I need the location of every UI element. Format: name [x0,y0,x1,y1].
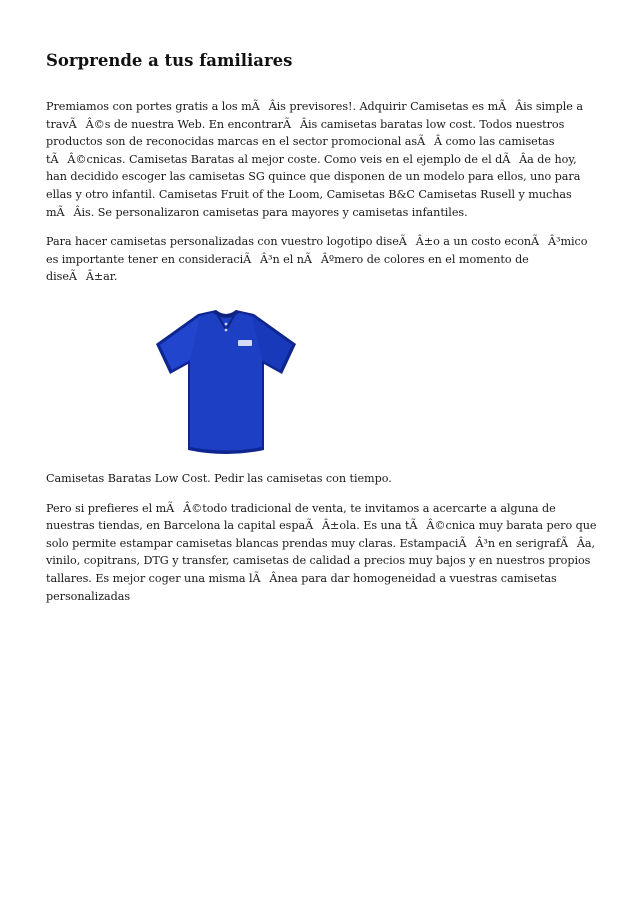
polo-shirt-icon [146,300,306,460]
article-title: Sorprende a tus familiares [46,51,293,70]
paragraph-stores: Pero si prefieres el mÃÂ©todo tradicional de venta, te invitamos a acercarte a alguna de nuestras tiendas, en Barcelona la capital espaÃÂ±ola. Es una tÃÂ©cnica muy barata pero que solo permite estampar camisetas blancas prendas muy claras. EstampaciÃÂ³n en serigrafÃÂa, vinilo, copitrans, DTG y transfer, camisetas de calidad a precios muy bajos y en nuestros propios tallares. Es mejor coger una misma lÃÂnea para dar homogeneidad a vuestras camisetas personalizadas [46,501,597,603]
paragraph-intro: Premiamos con portes gratis a los mÃÂis previsores!. Adquirir Camisetas es mÃÂis simple a travÃÂ©s de nuestra Web. En encontrarÃÂis camisetas baratas low cost. Todos nuestros productos son de reconocidas marcas en el sector promocional asÃÂ como las camisetas tÃÂ©cnicas. Camisetas Baratas al mejor coste. Como veis en el ejemplo de el dÃÂa de hoy, han decidido escoger las camisetas SG quince que disponen de un modelo para ellos, uno para ellas y otro infantil. Camisetas Fruit of the Loom, Camisetas B&C Camisetas Rusell y muchas mÃÂis. Se personalizaron camisetas para mayores y camisetas infantiles. [46,100,583,219]
document-page [46,50,598,617]
paragraph-caption: Camisetas Baratas Low Cost. Pedir las camisetas con tiempo. [46,471,392,485]
paragraph-design: Para hacer camisetas personalizadas con vuestro logotipo diseÃÂ±o a un costo econÃÂ³mico es importante tener en consideraciÃÂ³n el nÃÂºmero de colores en el momento de diseÃÂ±ar. [46,235,588,284]
product-image [46,300,598,460]
